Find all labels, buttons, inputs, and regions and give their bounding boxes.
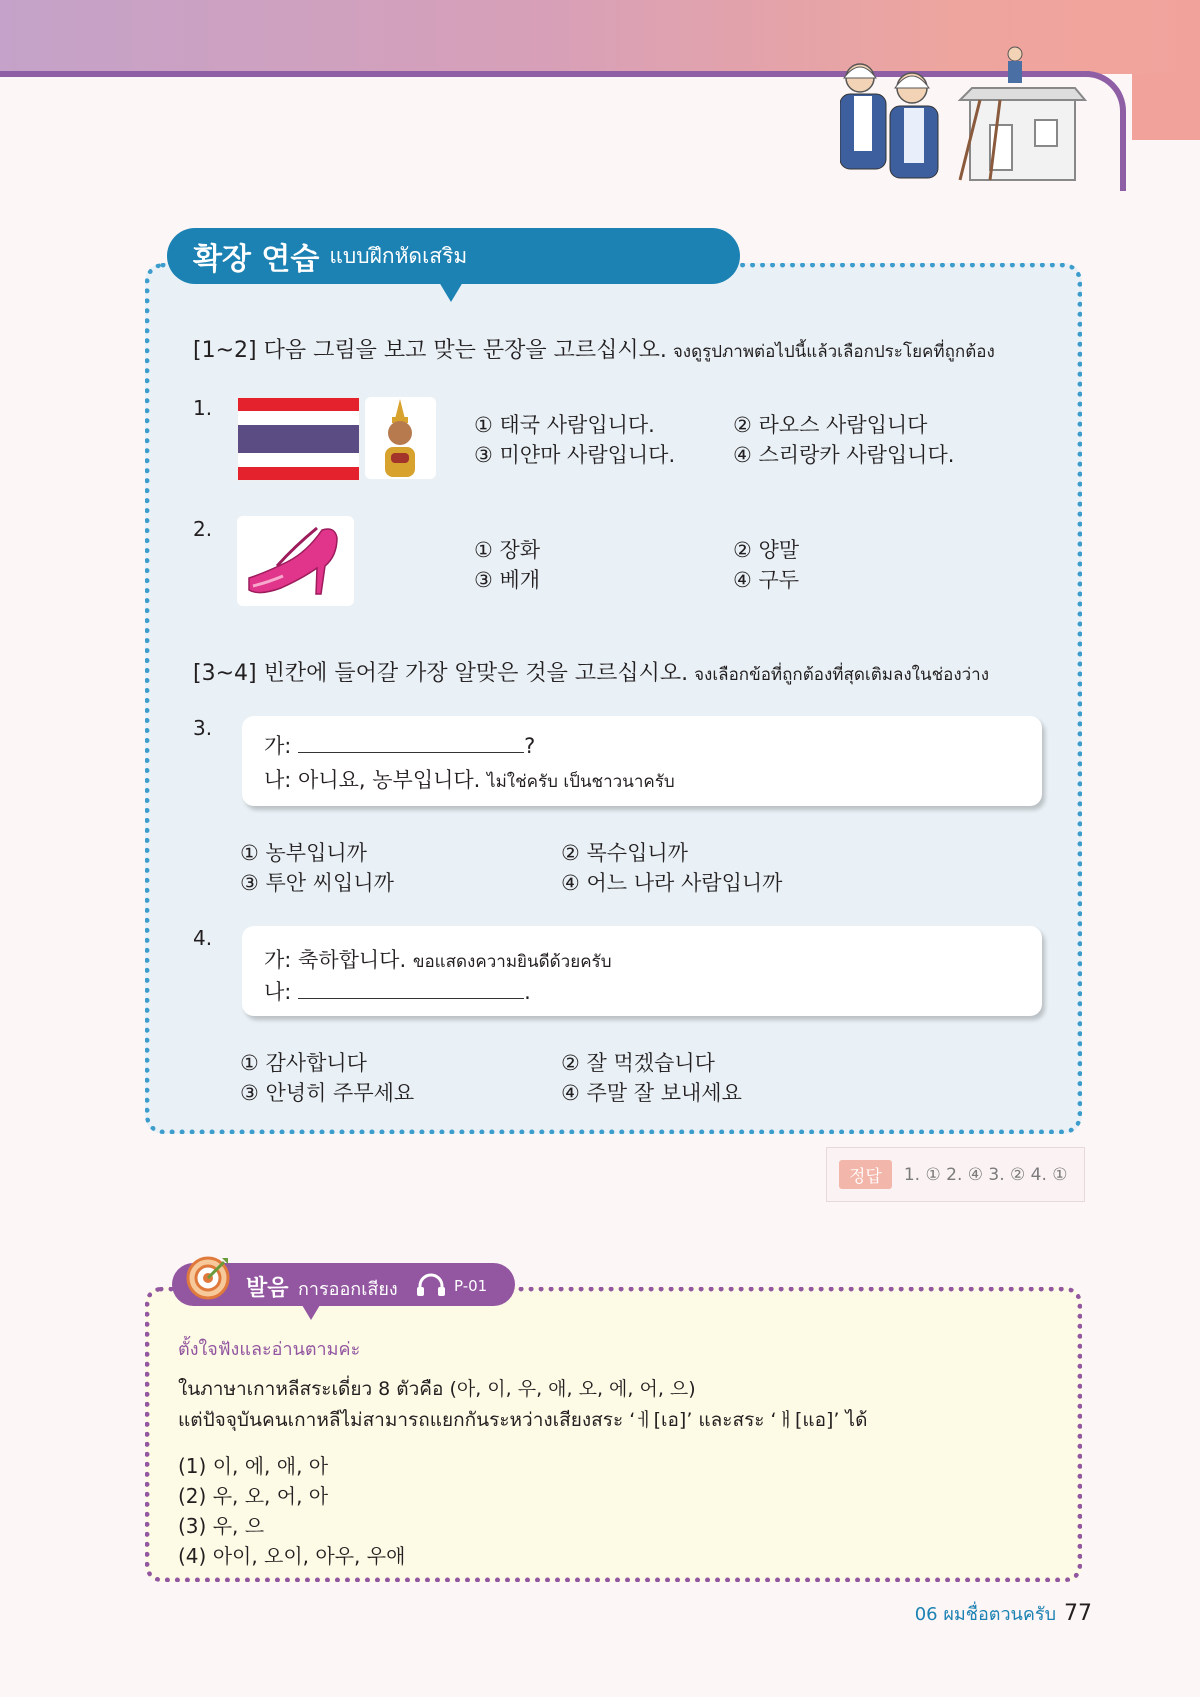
q3-speaker-a: 가: [264, 734, 292, 758]
chapter-title: 06 ผมชื่อตวนครับ [914, 1604, 1056, 1625]
pronunciation-item-2: (2) 우, 오, 어, 아 [178, 1484, 329, 1508]
q2-option-4[interactable]: ④ 구두 [733, 568, 800, 592]
q4-line-b-end: . [524, 980, 531, 1004]
thai-person-image [365, 397, 436, 479]
q4-option-4[interactable]: ④ 주말 잘 보내세요 [561, 1081, 742, 1105]
pronunciation-title-th: การออกเสียง [298, 1279, 398, 1300]
page-footer [915, 1599, 1092, 1628]
question-3-number: 3. [193, 716, 213, 740]
pronunciation-item-1: (1) 이, 에, 애, 아 [178, 1454, 329, 1478]
q4-line-a-ko: 가: 축하합니다. [264, 948, 407, 972]
instruction-3-4 [193, 656, 989, 688]
instruction-3-4-th: จงเลือกข้อที่ถูกต้องที่สุดเติมลงในช่องว่าง [694, 665, 990, 685]
q3-line-b-th: ไม่ใช่ครับ เป็นชาวนาครับ [487, 772, 675, 792]
q4-option-3[interactable]: ③ 안녕히 주무세요 [240, 1081, 415, 1105]
q1-option-3[interactable]: ③ 미얀마 사람입니다. [474, 443, 676, 467]
question-2-number: 2. [193, 517, 213, 541]
q3-line-a-end: ? [524, 734, 536, 758]
q4-speaker-b: 나: [264, 980, 292, 1004]
q2-option-2[interactable]: ② 양말 [733, 538, 800, 562]
extended-practice-title-th: แบบฝึกหัดเสริม [329, 243, 468, 268]
q1-option-2[interactable]: ② 라오스 사람입니다 [733, 413, 928, 437]
q3-option-4[interactable]: ④ 어느 나라 사람입니까 [561, 871, 783, 895]
instruction-3-4-ko: [3~4] 빈칸에 들어갈 가장 알맞은 것을 고르십시오. [193, 661, 689, 686]
q4-line-b [264, 976, 531, 1006]
q3-option-1[interactable]: ① 농부입니까 [240, 841, 367, 865]
q3-line-b [264, 764, 675, 795]
q4-line-a-th: ขอแสดงความยินดีด้วยครับ [412, 952, 612, 972]
header-corner [1132, 74, 1200, 140]
thai-flag-image [237, 397, 360, 481]
target-icon [186, 1256, 230, 1300]
audio-track-label: P-01 [454, 1277, 488, 1295]
workers-illustration [840, 40, 1090, 190]
q1-option-4[interactable]: ④ 스리랑카 사람입니다. [733, 443, 955, 467]
q3-line-b-ko: 나: 아니요, 농부입니다. [264, 768, 481, 792]
headphone-icon[interactable] [416, 1273, 446, 1297]
q3-option-2[interactable]: ② 목수입니까 [561, 841, 688, 865]
question-1-number: 1. [193, 396, 213, 420]
question-4-number: 4. [193, 926, 213, 950]
instruction-1-2 [193, 333, 995, 365]
q4-line-a [264, 944, 611, 975]
page-number: 77 [1064, 1601, 1092, 1626]
answer-key-label: 정답 [839, 1160, 892, 1189]
q4-option-1[interactable]: ① 감사합니다 [240, 1051, 367, 1075]
q3-dialog-box [242, 716, 1042, 806]
instruction-1-2-ko: [1~2] 다음 그림을 보고 맞는 문장을 고르십시오. [193, 338, 667, 363]
q2-option-1[interactable]: ① 장화 [474, 538, 541, 562]
q3-line-a [264, 730, 535, 760]
pronunciation-title: 발음 [246, 1276, 289, 1301]
q3-option-3[interactable]: ③ 투안 씨입니까 [240, 871, 394, 895]
q2-option-3[interactable]: ③ 베개 [474, 568, 541, 592]
answer-key-box [826, 1147, 1085, 1202]
q4-blank[interactable] [298, 978, 524, 999]
q3-blank[interactable] [298, 732, 524, 753]
instruction-1-2-th: จงดูรูปภาพต่อไปนี้แล้วเลือกประโยคที่ถูกต้อง [672, 342, 995, 362]
q4-option-2[interactable]: ② 잘 먹겠습니다 [561, 1051, 715, 1075]
q4-dialog-box [242, 926, 1042, 1016]
high-heel-shoe-image [237, 516, 354, 606]
extended-practice-tab [167, 228, 740, 284]
pronunciation-item-3: (3) 우, 으 [178, 1514, 265, 1538]
pronunciation-item-4: (4) 아이, 오이, 아우, 우애 [178, 1544, 406, 1568]
pronunciation-note-2: แต่ปัจจุบันคนเกาหลีไม่สามารถแยกกันระหว่างเสียงสระ ‘ㅔ[เอ]’ และสระ ‘ㅐ[แอ]’ ได้ [178, 1409, 868, 1431]
answer-key-text: 1. ① 2. ④ 3. ② 4. ① [903, 1164, 1068, 1185]
extended-practice-title: 확장 연습 [193, 242, 320, 277]
pronunciation-lead: ตั้งใจฟังและอ่านตามค่ะ [178, 1339, 361, 1360]
pronunciation-note-1: ในภาษาเกาหลีสระเดี่ยว 8 ตัวคือ (아, 이, 우, 애, 오, 에, 어, 으) [178, 1378, 696, 1400]
q1-option-1[interactable]: ① 태국 사람입니다. [474, 413, 655, 437]
